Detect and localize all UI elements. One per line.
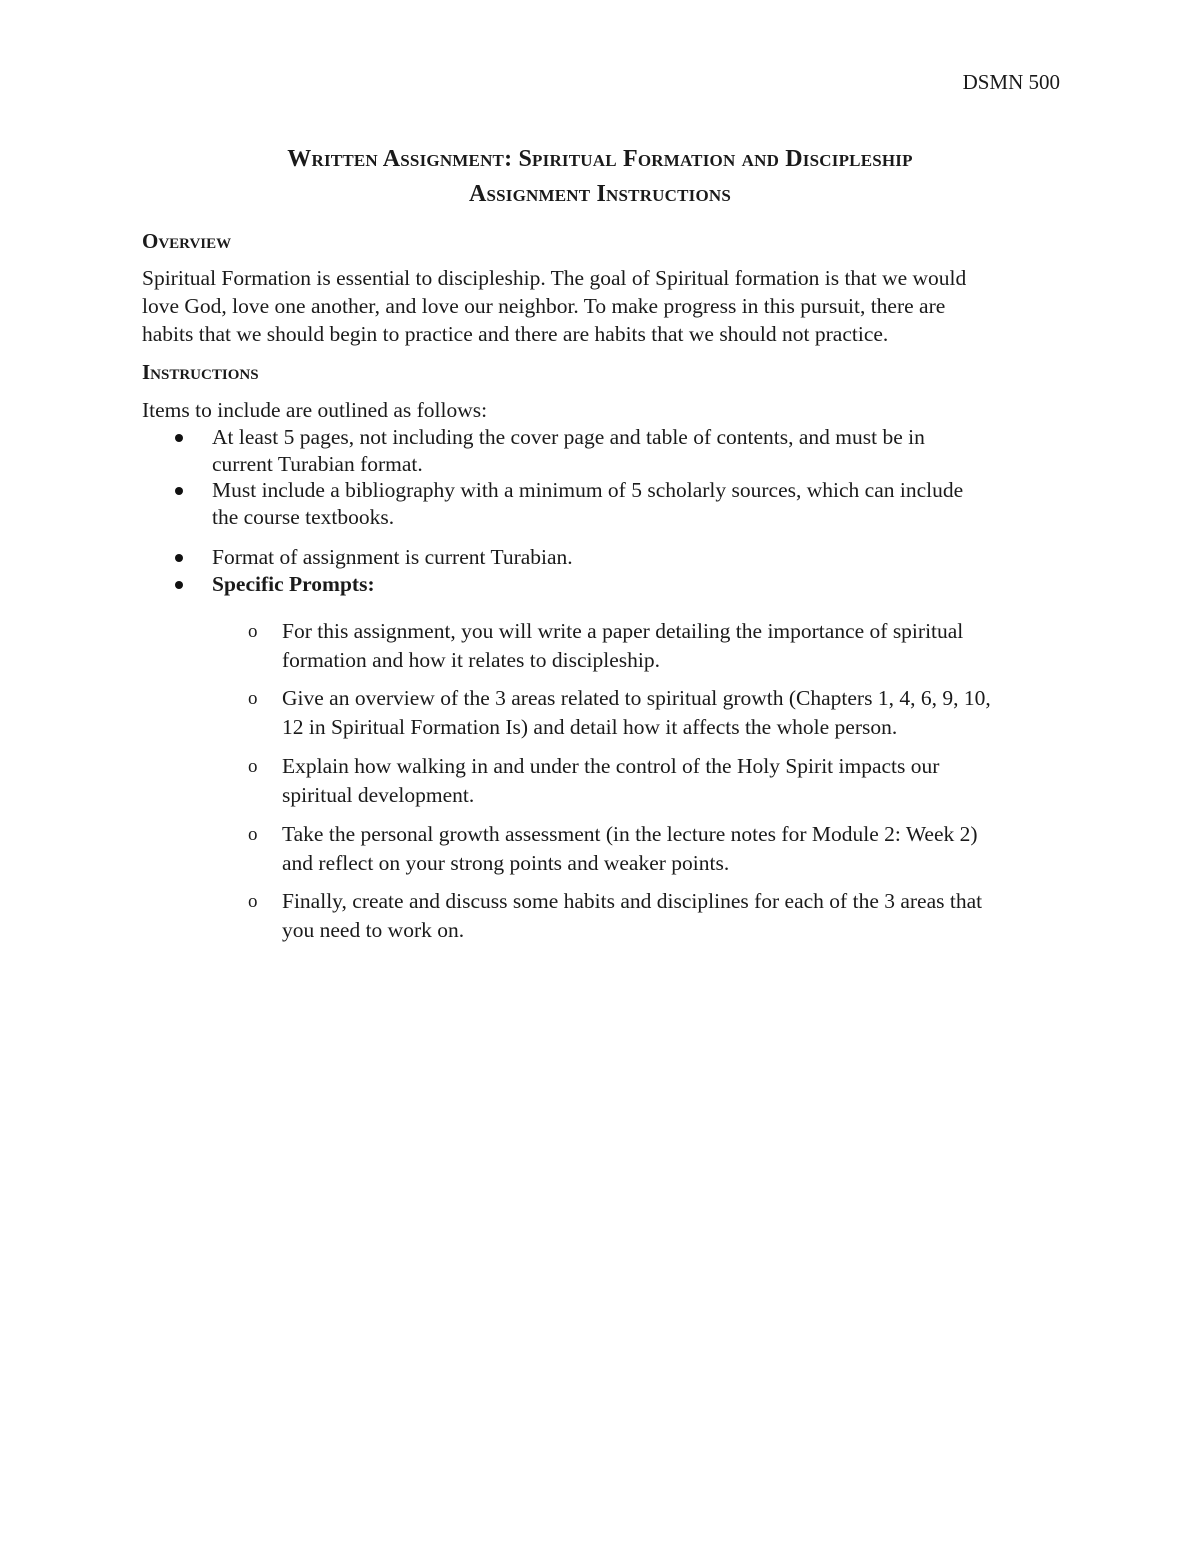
overview-paragraph: [142, 264, 1062, 348]
instructions-heading: Instructions: [142, 360, 259, 384]
bullet-line: At least 5 pages, not including the cover page and table of contents, and must be in: [212, 425, 925, 449]
overview-line: habits that we should begin to practice and there are habits that we should not practice.: [142, 322, 889, 346]
bullet-line: Must include a bibliography with a minimum of 5 scholarly sources, which can include: [212, 478, 964, 502]
prompt-item: [248, 752, 1072, 810]
document-subtitle: Assignment Instructions: [468, 181, 732, 207]
bullet-icon: [175, 581, 183, 589]
prompt-line: For this assignment, you will write a paper detailing the importance of spiritual: [282, 619, 964, 643]
sub-bullet-icon: o: [248, 688, 258, 709]
bullet-item: [212, 477, 1052, 531]
document-title: Written Assignment: Spiritual Formation and Discipleship: [287, 146, 913, 172]
bullet-line: the course textbooks.: [212, 505, 395, 529]
course-code-header: DSMN 500: [962, 70, 1060, 94]
bullet-line: Format of assignment is current Turabian.: [212, 545, 573, 569]
bullet-icon: [175, 554, 183, 562]
bullet-item: [212, 424, 1052, 478]
sub-bullet-icon: o: [248, 756, 258, 777]
sub-bullet-icon: o: [248, 824, 258, 845]
prompt-item: [248, 617, 1072, 675]
sub-bullet-icon: o: [248, 621, 258, 642]
overview-line: love God, love one another, and love our neighbor. To make progress in this pursuit, there are: [142, 294, 946, 318]
prompt-line: Take the personal growth assessment (in the lecture notes for Module 2: Week 2): [282, 822, 978, 846]
prompt-item: [248, 820, 1072, 878]
prompt-line: formation and how it relates to discipleship.: [282, 648, 660, 672]
prompt-line: and reflect on your strong points and weaker points.: [282, 851, 730, 875]
bullet-item-specific-prompts: [212, 571, 1052, 598]
prompt-line: Finally, create and discuss some habits and disciplines for each of the 3 areas that: [282, 889, 983, 913]
bullet-icon: [175, 487, 183, 495]
prompt-line: spiritual development.: [282, 783, 475, 807]
instructions-intro: Items to include are outlined as follows:: [142, 398, 488, 422]
overview-line: Spiritual Formation is essential to discipleship. The goal of Spiritual formation is that we would: [142, 266, 967, 290]
bullet-icon: [175, 434, 183, 442]
bullet-line: current Turabian format.: [212, 452, 423, 476]
bullet-item: [212, 544, 1052, 571]
prompt-item: [248, 887, 1072, 945]
prompt-line: Give an overview of the 3 areas related to spiritual growth (Chapters 1, 4, 6, 9, 10,: [282, 686, 991, 710]
prompt-line: 12 in Spiritual Formation Is) and detail how it affects the whole person.: [282, 715, 898, 739]
sub-bullet-icon: o: [248, 891, 258, 912]
overview-heading: Overview: [142, 229, 232, 253]
prompt-line: you need to work on.: [282, 918, 465, 942]
bullet-line: Specific Prompts:: [212, 572, 375, 596]
prompt-item: [248, 684, 1072, 742]
prompt-line: Explain how walking in and under the control of the Holy Spirit impacts our: [282, 754, 940, 778]
